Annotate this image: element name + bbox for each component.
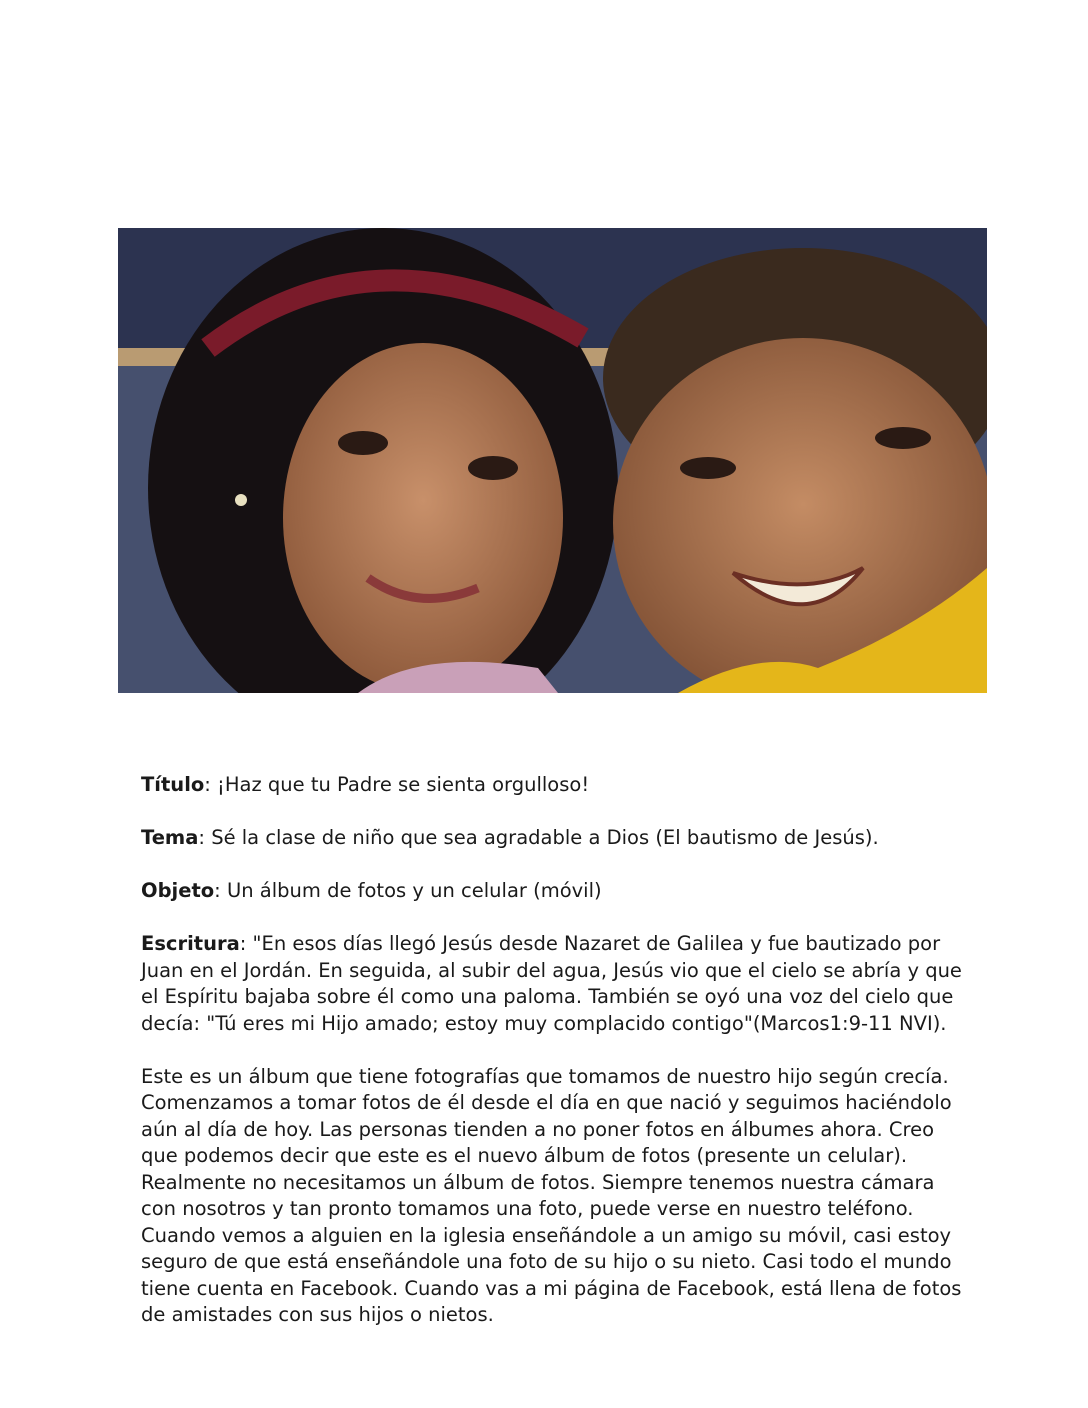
theme-line bbox=[141, 825, 971, 852]
object-value: : Un álbum de fotos y un celular (móvil) bbox=[214, 879, 602, 902]
scripture-label: Escritura bbox=[141, 932, 240, 955]
object-label: Objeto bbox=[141, 879, 215, 902]
children-photo bbox=[118, 228, 987, 693]
title-line bbox=[141, 772, 971, 799]
lesson-text bbox=[141, 772, 971, 1355]
body-paragraph: Este es un álbum que tiene fotografías que tomamos de nuestro hijo según crecía. Comenzamos a tomar fotos de él desde el día en que nació y seguimos haciéndolo aún al día de hoy. Las personas tienden a no poner fotos en álbumes ahora. Creo que podemos decir que este es el nuevo álbum de fotos (presente un celular). Realmente no necesitamos un álbum de fotos. Siempre tenemos nuestra cámara con nosotros y tan pronto tomamos una foto, puede verse en nuestro teléfono. Cuando vemos a alguien en la iglesia enseñándole a un amigo su móvil, casi estoy seguro de que está enseñándole una foto de su hijo o su nieto. Casi todo el mundo tiene cuenta en Facebook. Cuando vas a mi página de Facebook, está llena de fotos de amistades con sus hijos o nietos. bbox=[141, 1064, 962, 1326]
title-value: : ¡Haz que tu Padre se sienta orgulloso! bbox=[204, 773, 590, 796]
theme-label: Tema bbox=[141, 826, 199, 849]
scripture-value: : "En esos días llegó Jesús desde Nazaret de Galilea y fue bautizado por Juan en el Jordán. En seguida, al subir del agua, Jesús vio que el cielo se abría y que el Espíritu bajaba sobre él como una paloma. También se oyó una voz del cielo que decía: "Tú eres mi Hijo amado; estoy muy complacido contigo"(Marcos1:9-11 NVI). bbox=[141, 932, 962, 1035]
scripture-line bbox=[141, 931, 971, 1037]
object-line bbox=[141, 878, 971, 905]
title-label: Título bbox=[141, 773, 205, 796]
theme-value: : Sé la clase de niño que sea agradable a Dios (El bautismo de Jesús). bbox=[198, 826, 879, 849]
children-photo-illustration bbox=[118, 228, 987, 693]
